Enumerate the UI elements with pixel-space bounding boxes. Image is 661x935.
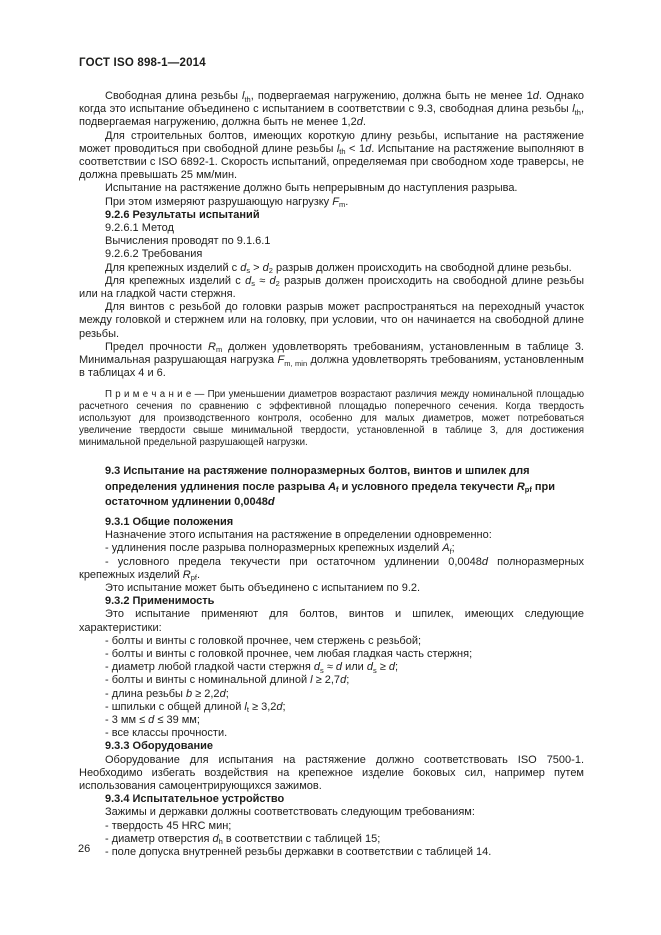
text-run: l bbox=[310, 674, 313, 687]
text-run: s bbox=[246, 266, 251, 276]
paragraph bbox=[79, 608, 584, 634]
text-run: разрыв должен происходить на свободной длине резьбы или на гладкой части стержня. bbox=[79, 274, 584, 301]
text-run: l bbox=[572, 103, 575, 116]
text-run: - диаметр отверстия bbox=[105, 832, 213, 845]
text-run: d bbox=[262, 261, 269, 274]
paragraph bbox=[79, 674, 584, 687]
page-number: 26 bbox=[78, 843, 91, 855]
text-run: разрыв должен происходить на свободной длине резьбы. bbox=[272, 261, 572, 274]
text-run: Для строительных болтов, имеющих короткую длину резьбы, испытание на растяжение может проводиться при свободной длине резьбы bbox=[79, 129, 584, 155]
paragraph bbox=[79, 542, 584, 555]
text-run: при остаточном удлинении 0,0048 bbox=[105, 480, 556, 509]
text-run: d bbox=[267, 496, 275, 509]
text-run: Для крепежных изделий с bbox=[105, 261, 241, 274]
text-run: Свободная длина резьбы bbox=[105, 90, 242, 102]
text-run: d bbox=[365, 142, 372, 155]
text-run: ≤ 39 мм; bbox=[154, 714, 200, 727]
paragraph bbox=[79, 846, 584, 859]
text-run: f bbox=[449, 546, 452, 556]
text-run: полноразмерных крепежных изделий bbox=[79, 555, 584, 581]
text-run: l bbox=[242, 90, 245, 102]
text-run: - длина резьбы bbox=[105, 687, 186, 700]
text-run: d bbox=[481, 555, 488, 568]
text-run: . bbox=[362, 116, 366, 129]
text-run: ≥ 2,7 bbox=[312, 674, 341, 687]
paragraph bbox=[79, 727, 584, 740]
note bbox=[79, 389, 584, 449]
paragraph bbox=[79, 806, 584, 819]
text-run: d bbox=[245, 274, 252, 287]
text-run: - все классы прочности. bbox=[105, 727, 228, 740]
page-content bbox=[79, 57, 584, 859]
subheading bbox=[79, 516, 584, 529]
text-run: 9.3.4 Испытательное устройство bbox=[105, 793, 285, 806]
text-run: Это испытание применяют для болтов, винтов и шпилек, имеющих следующие характеристики: bbox=[79, 608, 584, 634]
paragraph bbox=[79, 635, 584, 648]
text-run: R bbox=[182, 568, 191, 581]
text-run: - шпильки с общей длиной bbox=[105, 700, 245, 713]
text-run: d bbox=[388, 661, 396, 674]
text-run: h bbox=[218, 837, 223, 847]
paragraph bbox=[79, 754, 584, 794]
text-run: П р и м е ч а н и е — При уменьшении диаметров возрастают различия между номинальной площадью расчетного сечения по сравнению с эффективной площадью поперечного сечения. Когда твердость используют для производственного контроля, особенно для малых диаметров, может потребоваться увеличение твердости свыше минимальной твердости, установленной в таблице 3, для достижения минимальной предельной разрушающей нагрузки. bbox=[79, 389, 584, 449]
text-run: d bbox=[148, 714, 155, 727]
text-run: - поле допуска внутренней резьбы державки в соответствии с таблицей 14. bbox=[105, 846, 492, 859]
text-run: - 3 мм ≤ bbox=[105, 714, 149, 727]
text-run: d bbox=[313, 661, 321, 674]
text-run: 9.3.2 Применимость bbox=[105, 595, 215, 608]
paragraph bbox=[79, 833, 584, 846]
text-run: d bbox=[212, 832, 219, 845]
text-run: 9.3.1 Общие положения bbox=[105, 515, 234, 528]
subheading bbox=[79, 209, 584, 222]
text-run: - болты и винты с головкой прочнее, чем стержень с резьбой; bbox=[105, 634, 422, 647]
text-run: 9.2.6.2 Требования bbox=[105, 248, 203, 261]
text-run: должна удовлетворять требованиям, установленным в таблицах 4 и 6. bbox=[79, 354, 584, 380]
text-run: или bbox=[342, 661, 367, 674]
text-run: . bbox=[345, 195, 349, 208]
text-run: b bbox=[185, 687, 193, 700]
text-run: ≈ bbox=[323, 661, 336, 674]
text-run: d bbox=[219, 687, 226, 700]
text-run: m, min bbox=[284, 358, 308, 368]
text-run: A bbox=[328, 480, 337, 493]
text-run: ; bbox=[225, 687, 229, 700]
text-run: s bbox=[251, 279, 255, 289]
paragraph bbox=[79, 701, 584, 714]
text-run: - твердость 45 HRC мин; bbox=[105, 819, 232, 832]
text-run: < 1 bbox=[345, 142, 366, 155]
text-run: 9.3 Испытание на растяжение полноразмерных болтов, винтов и шпилек для определения удлинения после разрыва bbox=[105, 465, 530, 493]
text-run: pf bbox=[524, 485, 532, 495]
text-run: d bbox=[340, 674, 347, 687]
text-run: F bbox=[277, 354, 285, 367]
text-run: m bbox=[338, 200, 346, 210]
text-run: A bbox=[442, 542, 450, 555]
text-run: Назначение этого испытания на растяжение в определении одновременно: bbox=[105, 529, 492, 542]
text-run: Для винтов с резьбой до головки разрыв может распространяться на переходный участок между головкой и стержнем или на головку, при условии, что он начинается на свободной длине резьбы. bbox=[79, 301, 584, 340]
text-run: R bbox=[516, 480, 525, 493]
paragraph bbox=[79, 235, 584, 248]
text-run: , подвергаемая нагружению, должна быть не менее 1 bbox=[250, 90, 533, 102]
text-run: - болты и винты с номинальной длиной bbox=[105, 674, 311, 687]
text-run: R bbox=[207, 340, 216, 353]
text-run: th bbox=[339, 147, 346, 157]
text-run: t bbox=[246, 705, 249, 715]
text-run: m bbox=[215, 345, 223, 355]
text-run: l bbox=[244, 700, 247, 713]
text-run: d bbox=[335, 661, 343, 674]
paragraph bbox=[79, 248, 584, 261]
text-run: d bbox=[240, 261, 247, 274]
text-run: d bbox=[276, 700, 283, 713]
text-run: ; bbox=[451, 542, 455, 555]
text-run: ≥ 2,2 bbox=[192, 687, 220, 700]
subheading bbox=[79, 595, 584, 608]
text-run: ≥ bbox=[376, 661, 389, 674]
paragraph bbox=[79, 556, 584, 582]
subheading bbox=[79, 740, 584, 753]
text-run: При этом измеряют разрушающую нагрузку bbox=[105, 195, 333, 208]
text-run: l bbox=[336, 142, 340, 155]
paragraph bbox=[79, 529, 584, 542]
text-run: - болты и винты с головкой прочнее, чем любая гладкая часть стержня; bbox=[105, 648, 473, 660]
paragraph bbox=[79, 90, 584, 130]
text-run: 2 bbox=[268, 266, 273, 276]
text-run: . Однако когда это испытание объединено с испытанием в соответствии с 9.3, свободная длина резьбы bbox=[79, 90, 585, 116]
text-run: 9.2.6.1 Метод bbox=[105, 222, 174, 235]
paragraph bbox=[79, 130, 584, 183]
text-run: d bbox=[269, 274, 276, 287]
text-run: th bbox=[574, 107, 581, 117]
text-run: Для крепежных изделий с bbox=[105, 274, 246, 287]
text-run: ≥ 3,2 bbox=[248, 700, 277, 713]
text-run: . bbox=[197, 568, 201, 581]
paragraph bbox=[79, 196, 584, 209]
text-run: Предел прочности bbox=[105, 340, 208, 353]
text-run: d bbox=[356, 116, 363, 129]
text-run: Зажимы и державки должны соответствовать следующим требованиям: bbox=[105, 806, 475, 819]
paragraph bbox=[79, 714, 584, 727]
paragraph bbox=[79, 182, 584, 195]
text-run: d bbox=[366, 661, 373, 674]
text-run: и условного предела текучести bbox=[338, 480, 517, 493]
text-run: 9.2.6 Результаты испытаний bbox=[105, 208, 260, 221]
section-heading bbox=[79, 464, 584, 511]
text-run: F bbox=[332, 195, 339, 208]
text-run: - условного предела текучести при остаточном удлинении 0,0048 bbox=[105, 555, 482, 568]
text-run: ; bbox=[395, 661, 399, 674]
paragraph bbox=[79, 820, 584, 833]
paragraph bbox=[79, 262, 584, 275]
text-run: - диаметр любой гладкой части стержня bbox=[105, 661, 314, 674]
paragraph bbox=[79, 688, 584, 701]
text-run: ≈ bbox=[254, 274, 270, 287]
paragraph bbox=[79, 341, 584, 381]
text-run: f bbox=[336, 485, 339, 495]
paragraph bbox=[79, 648, 584, 661]
text-run: в соответствии с таблицей 15; bbox=[222, 832, 381, 845]
document-body bbox=[79, 90, 584, 859]
text-run: s bbox=[320, 665, 324, 675]
text-run: th bbox=[244, 94, 251, 104]
paragraph bbox=[79, 222, 584, 235]
text-run: pf bbox=[190, 573, 197, 583]
text-run: . Испытание на растяжение выполняют в соответствии с ISO 6892-1. Скорость испытаний, определяемая при свободном ходе траверсы, не должна превышать 25 мм/мин. bbox=[79, 142, 584, 182]
paragraph bbox=[79, 582, 584, 595]
text-run: d bbox=[532, 90, 539, 102]
paragraph bbox=[79, 661, 584, 674]
text-run: Испытание на растяжение должно быть непрерывным до наступления разрыва. bbox=[105, 182, 518, 195]
text-run: - удлинения после разрыва полноразмерных крепежных изделий bbox=[105, 542, 443, 555]
text-run: 9.3.3 Оборудование bbox=[105, 740, 213, 753]
text-run: > bbox=[250, 261, 263, 274]
text-run: Вычисления проводят по 9.1.6.1 bbox=[105, 235, 271, 248]
paragraph bbox=[79, 301, 584, 341]
text-run: , подвергаемая нагружению, должна быть не менее 1,2 bbox=[79, 103, 584, 129]
document-header: ГОСТ ISO 898-1—2014 bbox=[79, 57, 206, 69]
paragraph bbox=[79, 275, 584, 301]
text-run: s bbox=[373, 665, 377, 675]
text-run: ; bbox=[282, 700, 286, 713]
text-run: должен удовлетворять требованиям, установленным в таблице 3. Минимальная разрушающая нагрузка bbox=[79, 340, 584, 367]
text-run: Оборудование для испытания на растяжение должно соответствовать ISO 7500-1. Необходимо избегать воздействия на крепежное изделие боковых сил, например путем использования самоцентрирующихся зажимов. bbox=[79, 753, 584, 793]
text-run: ; bbox=[346, 674, 350, 687]
subheading bbox=[79, 793, 584, 806]
text-run: 2 bbox=[275, 279, 280, 289]
text-run: Это испытание может быть объединено с испытанием по 9.2. bbox=[105, 581, 421, 594]
